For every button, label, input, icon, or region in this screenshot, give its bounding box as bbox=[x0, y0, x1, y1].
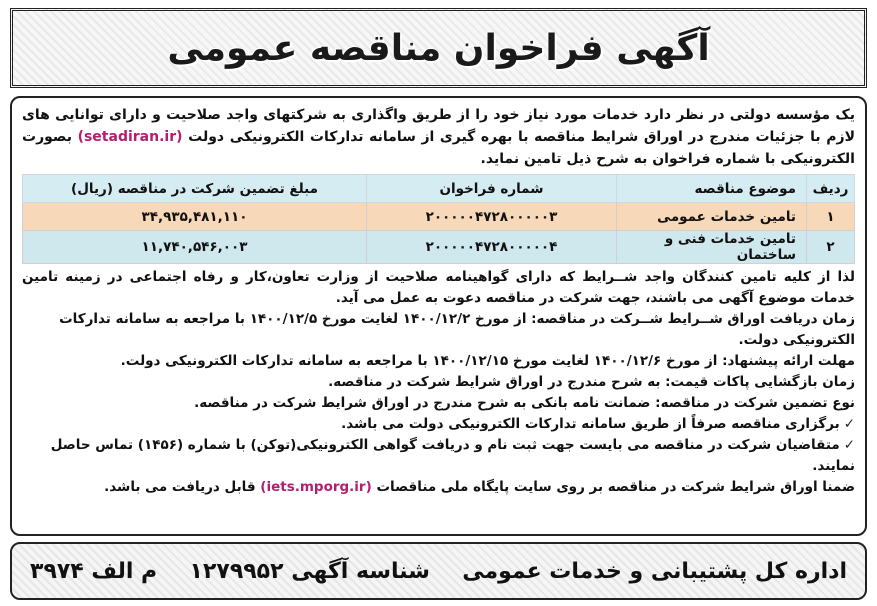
guarantee-line: نوع تضمین شرکت در مناقصه: ضمانت نامه بانکی به شرح مندرج در اوراق شرایط شرکت در مناقصه. bbox=[194, 395, 855, 411]
ad-code: م الف ۳۹۷۴ bbox=[30, 558, 158, 584]
invitation-paragraph: لذا از کلیه تامین کنندگان واجد شــرایط که دارای گواهینامه صلاحیت از وزارت تعاون،کار و رفاه اجتماعی در زمینه تامین خدمات موضوع آگهی می باشند، جهت شرکت در مناقصه دعوت به عمل می آید. bbox=[22, 269, 855, 306]
check-icon: ✓ bbox=[843, 437, 855, 453]
row-number: ۲۰۰۰۰۰۴۷۲۸۰۰۰۰۰۴ bbox=[367, 231, 617, 264]
notice-body bbox=[10, 96, 867, 536]
iets-text-b: قابل دریافت می باشد. bbox=[104, 479, 256, 495]
iets-line bbox=[22, 477, 855, 498]
footer-bar bbox=[10, 542, 867, 600]
notice-title: آگهی فراخوان مناقصه عمومی bbox=[167, 27, 710, 69]
org-name: اداره کل پشتیبانی و خدمات عمومی bbox=[462, 558, 847, 584]
notice-page bbox=[4, 2, 873, 604]
row-amount: ۱۱,۷۴۰,۵۴۶,۰۰۳ bbox=[23, 231, 367, 264]
intro-paragraph bbox=[22, 104, 855, 170]
proposal-deadline-line: مهلت ارائه پیشنهاد: از مورخ ۱۴۰۰/۱۲/۶ لغایت مورخ ۱۴۰۰/۱۲/۱۵ با مراجعه به سامانه تدارکات الکترونیکی دولت. bbox=[120, 353, 855, 369]
row-topic: تامین خدمات عمومی bbox=[617, 203, 807, 231]
header-index: ردیف bbox=[807, 175, 855, 203]
intro-part2: بصورت الکترونیکی با شماره فراخوان به شرح ذیل تامین نماید. bbox=[22, 129, 855, 167]
opening-line: زمان بازگشایی پاکات قیمت: به شرح مندرج در اوراق شرایط شرکت در مناقصه. bbox=[328, 374, 855, 390]
check-icon: ✓ bbox=[843, 416, 855, 432]
table-header-row bbox=[23, 175, 855, 203]
table-row bbox=[23, 231, 855, 264]
row-topic: تامین خدمات فنی و ساختمان bbox=[617, 231, 807, 264]
row-index: ۱ bbox=[807, 203, 855, 231]
iets-site-link[interactable]: (iets.mporg.ir) bbox=[260, 479, 372, 495]
checklist-text: برگزاری مناقصه صرفاً از طریق سامانه تدارکات الکترونیکی دولت می باشد. bbox=[341, 416, 840, 432]
header-banner bbox=[10, 8, 867, 88]
header-amount: مبلغ تضمین شرکت در مناقصه (ریال) bbox=[23, 175, 367, 203]
ad-id: شناسه آگهی ۱۲۷۹۹۵۲ bbox=[189, 558, 430, 584]
iets-text-a: ضمنا اوراق شرایط شرکت در مناقصه بر روی سایت پایگاه ملی مناقصات bbox=[376, 479, 855, 495]
table-row bbox=[23, 203, 855, 231]
document-receipt-line: زمان دریافت اوراق شــرایط شــرکت در مناقصه: از مورخ ۱۴۰۰/۱۲/۲ لغایت مورخ ۱۴۰۰/۱۲/۵ با مراجعه به سامانه تدارکات الکترونیکی دولت. bbox=[59, 311, 855, 348]
checklist-item bbox=[22, 414, 855, 435]
checklist-text: متقاضیان شرکت در مناقصه می بایست جهت ثبت نام و دریافت گواهی الکترونیکی(توکن) با شماره (۱۴۵۶) تماس حاصل نمایند. bbox=[50, 437, 855, 474]
row-amount: ۳۴,۹۳۵,۴۸۱,۱۱۰ bbox=[23, 203, 367, 231]
checklist-item bbox=[22, 435, 855, 477]
header-topic: موضوع مناقصه bbox=[617, 175, 807, 203]
intro-part1: یک مؤسسه دولتی در نظر دارد خدمات مورد نیاز خود را از طریق واگذاری به شرکتهای واجد صلاحیت و دارای توانایی های لازم با جزئیات مندرج در اوراق شرایط مناقصه با بهره گیری از سامانه تدارکات الکترونیکی دولت bbox=[22, 107, 856, 145]
header-number: شماره فراخوان bbox=[367, 175, 617, 203]
setad-site-link[interactable]: (setadiran.ir) bbox=[77, 129, 183, 145]
tender-table bbox=[22, 174, 855, 264]
row-number: ۲۰۰۰۰۰۴۷۲۸۰۰۰۰۰۳ bbox=[367, 203, 617, 231]
row-index: ۲ bbox=[807, 231, 855, 264]
